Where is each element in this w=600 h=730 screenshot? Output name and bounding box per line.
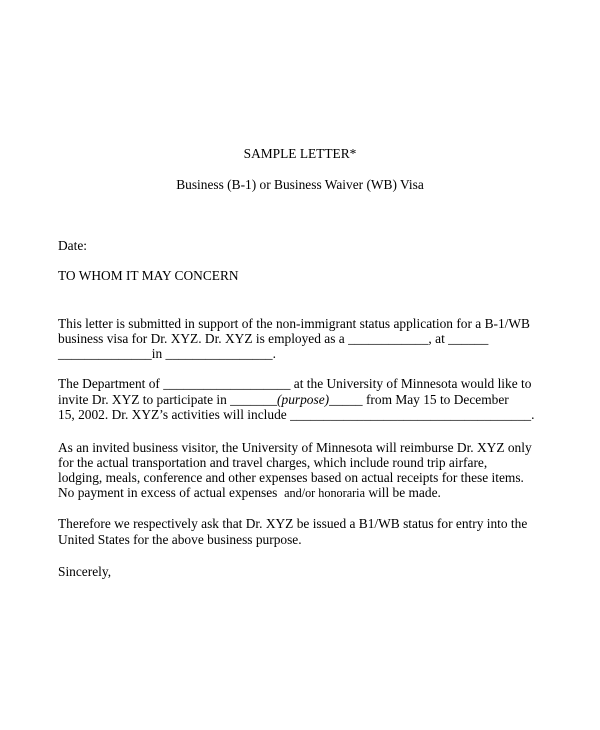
paragraph-1-line-3: ______________in ________________. — [58, 346, 276, 361]
paragraph-3-line-4 — [58, 485, 441, 501]
paragraph-3-line-2: for the actual transportation and travel charges, which include round trip airfare, — [58, 455, 488, 470]
closing: Sincerely, — [58, 564, 112, 579]
date-label: Date: — [58, 238, 87, 253]
paragraph-3-line-3: lodging, meals, conference and other expenses based on actual receipts for these items. — [58, 470, 524, 485]
paragraph-4-line-2: United States for the above business purpose. — [58, 532, 302, 547]
paragraph-1-line-1: This letter is submitted in support of the non-immigrant status application for a B-1/WB — [58, 316, 530, 331]
paragraph-2-line-2 — [58, 392, 509, 407]
paragraph-2-line-2-start: invite Dr. XYZ to participate in _______ — [58, 392, 278, 407]
paragraph-3-line-4-start: No payment in excess of actual expenses — [58, 485, 278, 500]
paragraph-2-line-1: The Department of ___________________ at the University of Minnesota would like to — [58, 376, 532, 391]
paragraph-4-line-1: Therefore we respectively ask that Dr. XYZ be issued a B1/WB status for entry into the — [58, 516, 528, 531]
paragraph-3-line-4-end: will be made. — [368, 485, 441, 500]
honoraria-note: and/or honoraria — [284, 486, 365, 500]
paragraph-1-line-2: business visa for Dr. XYZ. Dr. XYZ is employed as a ____________, at ______ — [58, 331, 489, 346]
paragraph-3-line-1: As an invited business visitor, the University of Minnesota will reimburse Dr. XYZ only — [58, 440, 532, 455]
paragraph-2-line-3: 15, 2002. Dr. XYZ’s activities will include ____________________________________. — [58, 407, 535, 422]
purpose-placeholder: (purpose) — [277, 392, 330, 407]
salutation: TO WHOM IT MAY CONCERN — [58, 268, 239, 283]
letter-subtitle: Business (B-1) or Business Waiver (WB) Visa — [176, 177, 424, 192]
letter-title: SAMPLE LETTER* — [243, 146, 357, 161]
paragraph-2-line-2-end: _____ from May 15 to December — [329, 392, 509, 407]
